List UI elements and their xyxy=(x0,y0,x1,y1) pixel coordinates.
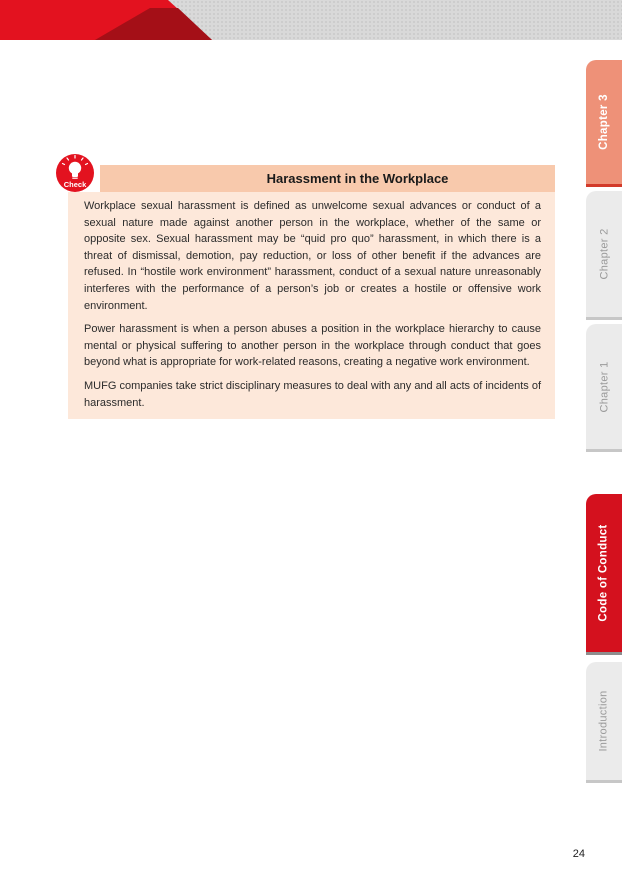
tab-label: Chapter 2 xyxy=(598,228,611,280)
paragraph: MUFG companies take strict disciplinary measures to deal with any and all acts of incidents of harassment. xyxy=(84,379,541,409)
tab-label: Chapter 1 xyxy=(598,360,611,413)
tab-chapter-3[interactable] xyxy=(586,60,622,187)
tab-label: Introduction xyxy=(598,690,610,752)
tab-label: Chapter 3 xyxy=(598,94,610,150)
page-number: 24 xyxy=(572,848,585,860)
paragraph: Workplace sexual harassment is defined as unwelcome sexual advances or conduct of a sexual nature made against another person in the workplace, whether of the same or opposite sex. Sexual harassment may be “quid pro quo” harassment, in which there is a threat of dismissal, demotion, pay reduction, or loss of other benefit if the advances are refused. In “hostile work environment” harassment, conduct of a sexual nature unreasonably interferes with the performance of a person’s job or creates a hostile or offensive work environment. xyxy=(84,200,541,312)
lightbulb-icon xyxy=(55,153,97,195)
tab-label: Code of Conduct xyxy=(598,524,610,622)
tab-chapter-1[interactable] xyxy=(586,324,622,452)
paragraph: Power harassment is when a person abuses a position in the workplace hierarchy to cause mental or physical suffering to another person in the workplace through conduct that goes beyond what is appropriate for work-related reasons, creating a negative work environment. xyxy=(84,323,541,369)
tab-chapter-2[interactable] xyxy=(586,191,622,320)
check-badge-label: Check xyxy=(63,180,87,189)
tab-introduction[interactable] xyxy=(586,662,622,783)
check-badge xyxy=(55,153,97,195)
tab-code-of-conduct[interactable] xyxy=(586,494,622,655)
section-title: Harassment in the Workplace xyxy=(266,171,449,186)
chapter-tabs xyxy=(586,60,622,780)
check-body xyxy=(68,192,555,419)
check-header-bar xyxy=(100,165,555,192)
top-banner xyxy=(0,0,622,40)
banner-graphic xyxy=(0,0,622,40)
